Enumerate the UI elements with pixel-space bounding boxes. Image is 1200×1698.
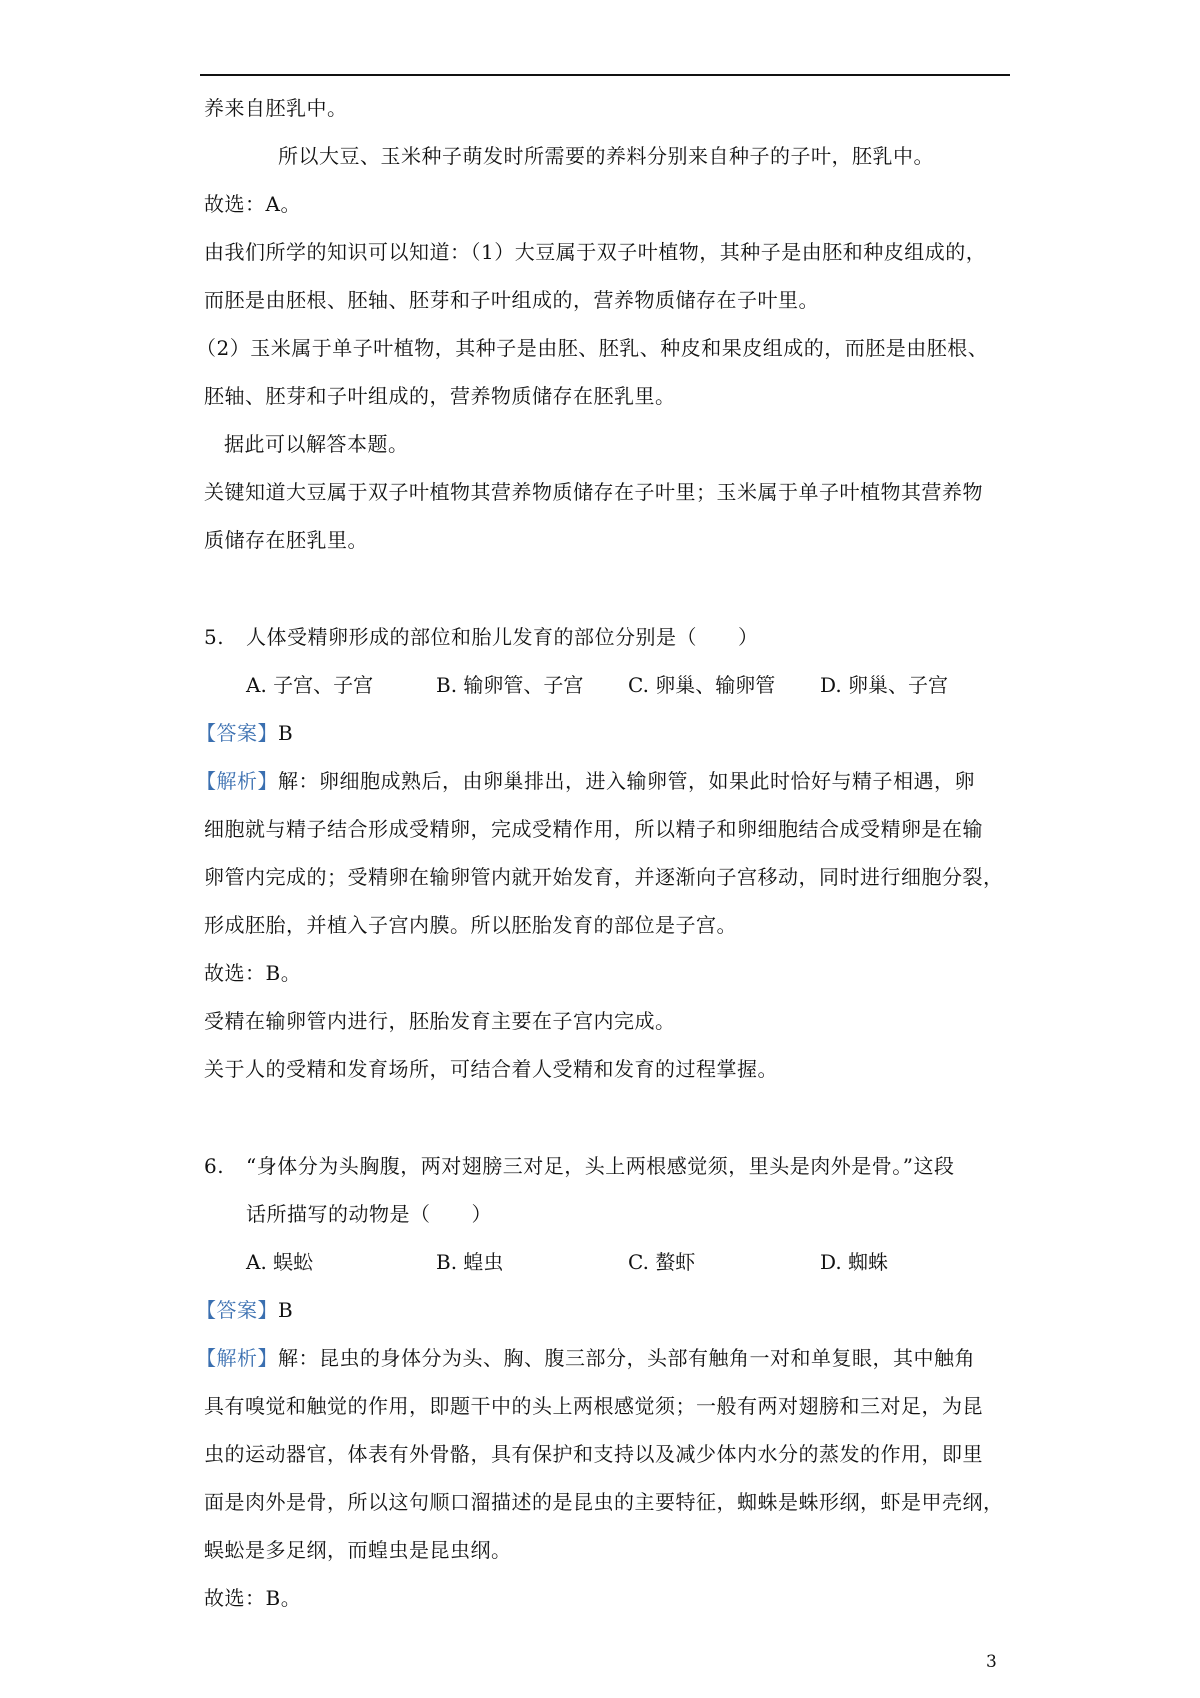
answer-value: B	[278, 1298, 294, 1322]
answer-tag: 【答案】	[196, 721, 278, 745]
page-number: 3	[986, 1652, 997, 1672]
analysis-line	[196, 1348, 975, 1368]
text-line: 受精在输卵管内进行，胚胎发育主要在子宫内完成。	[204, 1009, 676, 1033]
answer-line	[196, 1300, 293, 1320]
text-line: 形成胚胎，并植入子宫内膜。所以胚胎发育的部位是子宫。	[204, 913, 737, 937]
question-stem: 人体受精卵形成的部位和胎儿发育的部位分别是（ ）	[246, 625, 759, 649]
option-b: B. 蝗虫	[436, 1250, 504, 1274]
option-d: D. 卵巢、子宫	[820, 673, 949, 697]
text-line: 卵管内完成的；受精卵在输卵管内就开始发育，并逐渐向子宫移动，同时进行细胞分裂，	[204, 865, 1004, 889]
question-stem: 话所描写的动物是（ ）	[246, 1202, 492, 1226]
text-line: 据此可以解答本题。	[224, 432, 409, 456]
analysis-tag: 【解析】	[196, 1346, 278, 1370]
analysis-text: 解：昆虫的身体分为头、胸、腹三部分，头部有触角一对和单复眼，其中触角	[278, 1346, 975, 1370]
text-line: 而胚是由胚根、胚轴、胚芽和子叶组成的，营养物质储存在子叶里。	[204, 288, 819, 312]
text-line: 虫的运动器官，体表有外骨骼，具有保护和支持以及减少体内水分的蒸发的作用，即里	[204, 1442, 983, 1466]
choice-line: 故选：A。	[204, 192, 301, 216]
option-d: D. 蜘蛛	[820, 1250, 889, 1274]
answer-line	[196, 723, 293, 743]
option-a: A. 蜈蚣	[246, 1250, 314, 1274]
text-line: 面是肉外是骨，所以这句顺口溜描述的是昆虫的主要特征，蜘蛛是蛛形纲，虾是甲壳纲，	[204, 1490, 1004, 1514]
text-line: 胚轴、胚芽和子叶组成的，营养物质储存在胚乳里。	[204, 384, 676, 408]
option-c: C. 螯虾	[628, 1250, 696, 1274]
analysis-line	[196, 771, 975, 791]
answer-tag: 【答案】	[196, 1298, 278, 1322]
choice-line: 故选：B。	[204, 961, 302, 985]
question-stem: “身体分为头胸腹，两对翅膀三对足，头上两根感觉须，里头是肉外是骨。”这段	[246, 1154, 955, 1178]
text-line: （2）玉米属于单子叶植物，其种子是由胚、胚乳、种皮和果皮组成的，而胚是由胚根、	[196, 336, 989, 360]
text-line: 关键知道大豆属于双子叶植物其营养物质储存在子叶里；玉米属于单子叶植物其营养物	[204, 480, 983, 504]
text-line: 细胞就与精子结合形成受精卵，完成受精作用，所以精子和卵细胞结合成受精卵是在输	[204, 817, 983, 841]
analysis-tag: 【解析】	[196, 769, 278, 793]
question-number: 5.	[204, 625, 225, 649]
option-a: A. 子宫、子宫	[246, 673, 374, 697]
option-b: B. 输卵管、子宫	[436, 673, 584, 697]
text-line: 质储存在胚乳里。	[204, 528, 368, 552]
option-c: C. 卵巢、输卵管	[628, 673, 776, 697]
text-line: 关于人的受精和发育场所，可结合着人受精和发育的过程掌握。	[204, 1057, 778, 1081]
text-line: 所以大豆、玉米种子萌发时所需要的养料分别来自种子的子叶，胚乳中。	[278, 144, 934, 168]
analysis-text: 解：卵细胞成熟后，由卵巢排出，进入输卵管，如果此时恰好与精子相遇，卵	[278, 769, 975, 793]
text-line: 由我们所学的知识可以知道：（1）大豆属于双子叶植物，其种子是由胚和种皮组成的，	[204, 240, 987, 264]
choice-line: 故选：B。	[204, 1586, 302, 1610]
text-line: 蜈蚣是多足纲，而蝗虫是昆虫纲。	[204, 1538, 512, 1562]
text-line: 具有嗅觉和触觉的作用，即题干中的头上两根感觉须；一般有两对翅膀和三对足，为昆	[204, 1394, 983, 1418]
answer-value: B	[278, 721, 294, 745]
question-number: 6.	[204, 1154, 225, 1178]
text-line: 养来自胚乳中。	[204, 96, 348, 120]
header-rule	[200, 74, 1010, 76]
